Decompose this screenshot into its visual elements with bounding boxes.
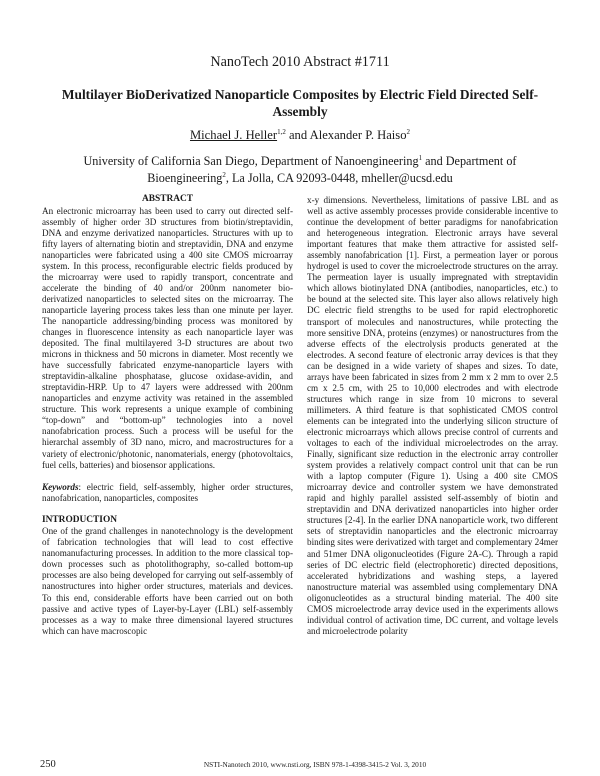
author-line [0, 128, 600, 143]
author-1-affiliation-marker: 1,2 [277, 128, 286, 136]
affiliation-part-3: , La Jolla, CA 92093-0448, mheller@ucsd.edu [225, 171, 453, 185]
footer-citation: NSTI-Nanotech 2010, www.nsti.org, ISBN 978-1-4398-3415-2 Vol. 3, 2010 [203, 760, 427, 769]
affiliation-marker-2: 2 [222, 171, 226, 179]
affiliation-part-1: University of California San Diego, Department of Nanoengineering [83, 154, 419, 168]
keywords-label: Keywords [42, 481, 79, 492]
left-column [42, 194, 293, 637]
page-number: 250 [40, 759, 56, 770]
author-2-name: Alexander P. Haiso [309, 128, 407, 142]
author-1-name: Michael J. Heller [189, 128, 278, 142]
paper-title: Multilayer BioDerivatized Nanoparticle Composites by Electric Field Directed Self-Assembly [61, 87, 539, 119]
right-column-text: x-y dimensions. Nevertheless, limitations of passive LBL and as well as active assembly processes provide considerable incentive to continue the development of better paradigms for nanofabrication and heterogeneous integration. Electronic arrays have several important features that make them attractive for assisted self-assembly nanofabrication [1]. First, a permeation layer or porous hydrogel is used to cover the microelectrode structures on the array. The permeation layer is usually impregnated with streptavidin which allows biotinylated DNA (antibodies, nanoparticles, etc.) to be bound at the selected site. This layer also allows relatively high DC electric field strengths to be used for rapid electrophoretic transport of molecules and nanostructures, while protecting the more sensitive DNA, proteins (enzymes) or nanostructures from the adverse effects of the electrolysis products generated at the electrodes. A second feature of electronic array devices is that they can be designed in a wide variety of shapes and sizes. To date, arrays have been fabricated in sizes from 2 mm x 2 mm to over 2.5 cm x 2.5 cm, with 25 to 10,000 electrodes and with electrode structures which range in size from 10 microns to several millimeters. A third feature is that sophisticated CMOS control elements can be integrated into the underlying silicon structure of electronic microarrays which allows precise control of currents and voltages to each of the individual microelectrodes on the array. Finally, significant size reduction in the electronic array controller system provides a relatively compact control unit that can be run with a laptop computer (Figure 1). Using a 400 site CMOS microarray device and controller system we have demonstrated rapid and highly parallel assisted self-assembly of biotin and streptavidin and DNA derivatized nanoparticles into higher order structures [2-4]. In the earlier DNA nanoparticle work, two different sets of streptavidin nanoparticles and the electronic microarray binding sites were derivatized with target and complementary 24mer and 51mer DNA oligonucleotides (Figure 2A-C). Through a rapid series of DC electric field (electrophoretic) directed depositions, accelerated hybridizations and washing steps, a layered nanostructure material was assembled using complementary DNA oligonucleotides as a structural binding material. The 400 site CMOS microelectrode array device used in the experiments allows individual control of activation time, DC current, and voltage levels and microelectrode polarity [307, 195, 558, 636]
abstract-text: An electronic microarray has been used to carry out directed self-assembly of higher order 3D structures from biotin/streptavidin, DNA and enzyme derivatized nanoparticles. Structures with up to fifty layers of alternating biotin and streptavidin, DNA and enzyme nanoparticles were fabricated using a 400 site CMOS microarray system. In this process, reconfigurable electric fields produced by the microarray were used to rapidly transport, concentrate and accelerate the binding of 40 and/or 200nm nanometer bio-derivatized nanoparticles to selected sites on the microarray. The nanoparticle layering process takes less than one minute per layer. The nanoparticle addressing/binding process was monitored by changes in fluorescence intensity as each nanoparticle layer was deposited. The final multilayered 3-D structures are about two microns in thickness and 50 microns in diameter. Most recently we have successfully fabricated enzyme-nanoparticle layers with streptavidin-alkaline phosphatase, glucose oxidase-avidin, and streptavidin-HRP. Up to 47 layers were addressed with 200nm nanoparticles and enzyme activity was retained in the assembled structure. This work represents a unique example of combining “top-down” and “bottom-up” technologies into a novel nanofabrication process. Such a process will be useful for the hierarchal assembly of 3D nano, micro, and macrostructures for a variety of electronic/photonic, nanomaterials, energy (photovoltaics, fuel cells, batteries) and biosensor applications. [42, 205, 293, 470]
right-column [307, 195, 558, 637]
keywords-text: : electric field, self-assembly, higher order structures, nanofabrication, nanoparticles, composites [42, 481, 293, 503]
author-2-affiliation-marker: 2 [406, 128, 410, 136]
author-conjunction: and [285, 128, 310, 142]
affiliation-marker-1: 1 [418, 154, 423, 162]
affiliation-part-2: and Department of Bioengineering [147, 154, 517, 185]
introduction-heading: INTRODUCTION [42, 514, 118, 525]
introduction-text: One of the grand challenges in nanotechnology is the development of fabrication technologies that will lead to cost effective nanomanufacturing processes. In addition to the more classical top-down processes such as photolithography, so-called bottom-up processes are also being developed for carrying out self-assembly of nanostructures into higher order structures, materials and devices. To this end, considerable efforts have been carried out on both passive and active types of Layer-by-Layer (LBL) self-assembly processes as a way to make three dimensional layered structures which can have macroscopic [42, 526, 293, 636]
keywords-paragraph [42, 482, 293, 504]
running-header: NanoTech 2010 Abstract #1711 [210, 54, 390, 70]
abstract-heading: ABSTRACT [141, 194, 194, 204]
affiliation [60, 153, 540, 187]
